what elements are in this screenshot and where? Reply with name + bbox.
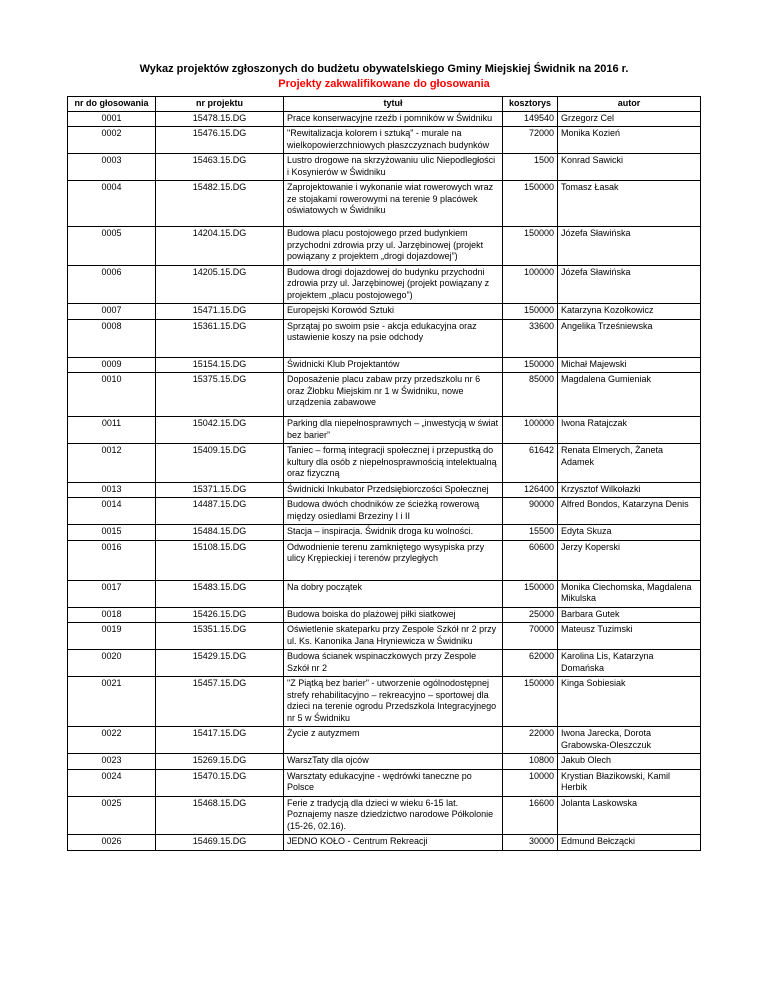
- author: Mateusz Tuzimski: [558, 623, 701, 650]
- cost-estimate: 10000: [503, 769, 558, 796]
- vote-number: 0019: [68, 623, 156, 650]
- table-row: [68, 304, 701, 320]
- project-title: Świdnicki Inkubator Przedsiębiorczości Społecznej: [284, 482, 503, 498]
- project-title: WarszTaty dla ojców: [284, 754, 503, 770]
- project-title: "Z Piątką bez barier" - utworzenie ogólnodostępnej strefy rehabilitacyjno – rekreacyjno – sportowej dla dzieci na terenie ogrodu Przedszkola Integracyjnego nr 5 w Świdniku: [284, 677, 503, 727]
- author: Angelika Trześniewska: [558, 319, 701, 357]
- project-number: 15351.15.DG: [156, 623, 284, 650]
- cost-estimate: 61642: [503, 444, 558, 483]
- project-title: "Rewitalizacja kolorem i sztuką" - murale na wielkopowierzchniowych płaszczyznach budynków: [284, 127, 503, 154]
- author: Iwona Jarecka, Dorota Grabowska-Oleszczuk: [558, 727, 701, 754]
- table-row: [68, 650, 701, 677]
- table-row: [68, 769, 701, 796]
- vote-number: 0018: [68, 607, 156, 623]
- table-row: [68, 540, 701, 580]
- table-row: [68, 357, 701, 373]
- table-row: [68, 444, 701, 483]
- cost-estimate: 100000: [503, 265, 558, 304]
- cost-estimate: 25000: [503, 607, 558, 623]
- project-title: Budowa placu postojowego przed budynkiem przychodni zdrowia przy ul. Jarzębinowej (projekt powiązany z projektem „drogi dojazdowej”): [284, 227, 503, 266]
- project-title: Prace konserwacyjne rzeźb i pomników w Świdniku: [284, 111, 503, 127]
- cost-estimate: 33600: [503, 319, 558, 357]
- project-number: 15429.15.DG: [156, 650, 284, 677]
- cost-estimate: 62000: [503, 650, 558, 677]
- cost-estimate: 126400: [503, 482, 558, 498]
- project-title: Budowa dwóch chodników ze ścieżką rowerową między osiedlami Brzeziny I i II: [284, 498, 503, 525]
- project-number: 15468.15.DG: [156, 796, 284, 835]
- author: Józefa Sławińska: [558, 265, 701, 304]
- projects-table: [67, 96, 701, 851]
- vote-number: 0023: [68, 754, 156, 770]
- table-row: [68, 227, 701, 266]
- project-number: 14487.15.DG: [156, 498, 284, 525]
- table-row: [68, 677, 701, 727]
- vote-number: 0025: [68, 796, 156, 835]
- table-row: [68, 111, 701, 127]
- project-number: 15154.15.DG: [156, 357, 284, 373]
- cost-estimate: 60600: [503, 540, 558, 580]
- author: Jerzy Koperski: [558, 540, 701, 580]
- cost-estimate: 150000: [503, 357, 558, 373]
- project-title: Życie z autyzmem: [284, 727, 503, 754]
- project-title: Świdnicki Klub Projektantów: [284, 357, 503, 373]
- table-row: [68, 417, 701, 444]
- vote-number: 0007: [68, 304, 156, 320]
- author: Karolina Lis, Katarzyna Domańska: [558, 650, 701, 677]
- project-number: 15483.15.DG: [156, 580, 284, 607]
- table-row: [68, 796, 701, 835]
- table-row: [68, 373, 701, 417]
- project-title: Na dobry początek: [284, 580, 503, 607]
- vote-number: 0013: [68, 482, 156, 498]
- author: Krzysztof Wilkołazki: [558, 482, 701, 498]
- vote-number: 0005: [68, 227, 156, 266]
- project-number: 15269.15.DG: [156, 754, 284, 770]
- vote-number: 0016: [68, 540, 156, 580]
- cost-estimate: 10800: [503, 754, 558, 770]
- project-number: 15469.15.DG: [156, 835, 284, 851]
- cost-estimate: 150000: [503, 677, 558, 727]
- cost-estimate: 150000: [503, 227, 558, 266]
- vote-number: 0003: [68, 154, 156, 181]
- table-row: [68, 181, 701, 227]
- author: Kinga Sobiesiak: [558, 677, 701, 727]
- project-number: 15417.15.DG: [156, 727, 284, 754]
- vote-number: 0020: [68, 650, 156, 677]
- vote-number: 0009: [68, 357, 156, 373]
- author: Renata Elmerych, Żaneta Adamek: [558, 444, 701, 483]
- project-number: 15470.15.DG: [156, 769, 284, 796]
- project-number: 14205.15.DG: [156, 265, 284, 304]
- vote-number: 0001: [68, 111, 156, 127]
- project-number: 15463.15.DG: [156, 154, 284, 181]
- cost-estimate: 150000: [503, 181, 558, 227]
- vote-number: 0026: [68, 835, 156, 851]
- document-subtitle: Projekty zakwalifikowane do głosowania: [278, 78, 490, 90]
- project-title: Stacja – inspiracja. Świdnik droga ku wolności.: [284, 525, 503, 541]
- vote-number: 0017: [68, 580, 156, 607]
- table-row: [68, 319, 701, 357]
- vote-number: 0014: [68, 498, 156, 525]
- project-title: JEDNO KOŁO - Centrum Rekreacji: [284, 835, 503, 851]
- cost-estimate: 72000: [503, 127, 558, 154]
- table-header-row: [68, 97, 701, 112]
- project-number: 15371.15.DG: [156, 482, 284, 498]
- author: Magdalena Gumieniak: [558, 373, 701, 417]
- table-row: [68, 525, 701, 541]
- cost-estimate: 100000: [503, 417, 558, 444]
- table-row: [68, 154, 701, 181]
- cost-estimate: 70000: [503, 623, 558, 650]
- table-row: [68, 482, 701, 498]
- vote-number: 0010: [68, 373, 156, 417]
- author: Michał Majewski: [558, 357, 701, 373]
- project-number: 15361.15.DG: [156, 319, 284, 357]
- document-title: Wykaz projektów zgłoszonych do budżetu obywatelskiego Gminy Miejskiej Świdnik na 2016 r.: [139, 63, 629, 75]
- vote-number: 0002: [68, 127, 156, 154]
- vote-number: 0011: [68, 417, 156, 444]
- table-row: [68, 127, 701, 154]
- cost-estimate: 30000: [503, 835, 558, 851]
- project-number: 15108.15.DG: [156, 540, 284, 580]
- project-number: 14204.15.DG: [156, 227, 284, 266]
- table-row: [68, 265, 701, 304]
- project-number: 15457.15.DG: [156, 677, 284, 727]
- project-title: Doposażenie placu zabaw przy przedszkolu nr 6 oraz Żłobku Miejskim nr 1 w Świdniku, nowe urządzenia zabawowe: [284, 373, 503, 417]
- project-title: Sprzątaj po swoim psie - akcja edukacyjna oraz ustawienie koszy na psie odchody: [284, 319, 503, 357]
- vote-number: 0012: [68, 444, 156, 483]
- project-number: 15484.15.DG: [156, 525, 284, 541]
- table-row: [68, 727, 701, 754]
- cost-estimate: 1500: [503, 154, 558, 181]
- project-number: 15426.15.DG: [156, 607, 284, 623]
- vote-number: 0008: [68, 319, 156, 357]
- project-number: 15482.15.DG: [156, 181, 284, 227]
- table-row: [68, 580, 701, 607]
- vote-number: 0021: [68, 677, 156, 727]
- author: Monika Ciechomska, Magdalena Mikulska: [558, 580, 701, 607]
- project-title: Warsztaty edukacyjne - wędrówki taneczne po Polsce: [284, 769, 503, 796]
- project-number: 15375.15.DG: [156, 373, 284, 417]
- vote-number: 0015: [68, 525, 156, 541]
- project-title: Taniec – formą integracji społecznej i przepustką do kultury dla osób z niepełnosprawnością intelektualną oraz fizyczną: [284, 444, 503, 483]
- table-row: [68, 835, 701, 851]
- table-row: [68, 498, 701, 525]
- cost-estimate: 149540: [503, 111, 558, 127]
- project-title: Budowa ścianek wspinaczkowych przy Zespole Szkół nr 2: [284, 650, 503, 677]
- author: Alfred Bondos, Katarzyna Denis: [558, 498, 701, 525]
- author: Krystian Błazikowski, Kamil Herbik: [558, 769, 701, 796]
- author: Jakub Olech: [558, 754, 701, 770]
- author: Edyta Skuza: [558, 525, 701, 541]
- author: Tomasz Łasak: [558, 181, 701, 227]
- table-row: [68, 754, 701, 770]
- vote-number: 0004: [68, 181, 156, 227]
- vote-number: 0022: [68, 727, 156, 754]
- project-title: Odwodnienie terenu zamkniętego wysypiska przy ulicy Krępieckiej i terenów przyległych: [284, 540, 503, 580]
- project-title: Europejski Korowód Sztuki: [284, 304, 503, 320]
- author: Konrad Sawicki: [558, 154, 701, 181]
- cost-estimate: 150000: [503, 580, 558, 607]
- cost-estimate: 150000: [503, 304, 558, 320]
- project-title: Lustro drogowe na skrzyżowaniu ulic Niepodległości i Kosynierów w Świdniku: [284, 154, 503, 181]
- project-number: 15476.15.DG: [156, 127, 284, 154]
- cost-estimate: 22000: [503, 727, 558, 754]
- cost-estimate: 85000: [503, 373, 558, 417]
- author: Grzegorz Cel: [558, 111, 701, 127]
- project-title: Zaprojektowanie i wykonanie wiat rowerowych wraz ze stojakami rowerowymi na terenie 9 placówek oświatowych w Świdniku: [284, 181, 503, 227]
- project-number: 15478.15.DG: [156, 111, 284, 127]
- author: Katarzyna Kozołkowicz: [558, 304, 701, 320]
- column-header-project-number: nr projektu: [156, 97, 284, 112]
- author: Józefa Sławińska: [558, 227, 701, 266]
- table-body: [68, 111, 701, 850]
- project-number: 15042.15.DG: [156, 417, 284, 444]
- project-title: Parking dla niepełnosprawnych – „inwestycją w świat bez barier”: [284, 417, 503, 444]
- cost-estimate: 90000: [503, 498, 558, 525]
- author: Iwona Ratajczak: [558, 417, 701, 444]
- project-title: Budowa drogi dojazdowej do budynku przychodni zdrowia przy ul. Jarzębinowej (projekt powiązany z projektem „placu postojowego”): [284, 265, 503, 304]
- cost-estimate: 16600: [503, 796, 558, 835]
- vote-number: 0006: [68, 265, 156, 304]
- project-title: Oświetlenie skateparku przy Zespole Szkół nr 2 przy ul. Ks. Kanonika Jana Hryniewicza w Świdniku: [284, 623, 503, 650]
- vote-number: 0024: [68, 769, 156, 796]
- project-title: Budowa boiska do plażowej piłki siatkowej: [284, 607, 503, 623]
- author: Jolanta Laskowska: [558, 796, 701, 835]
- table-row: [68, 623, 701, 650]
- project-title: Ferie z tradycją dla dzieci w wieku 6-15 lat. Poznajemy nasze dziedzictwo narodowe Półkolonie (15-26, 02.16).: [284, 796, 503, 835]
- column-header-author: autor: [558, 97, 701, 112]
- cost-estimate: 15500: [503, 525, 558, 541]
- author: Edmund Bełczącki: [558, 835, 701, 851]
- author: Monika Kozień: [558, 127, 701, 154]
- table-row: [68, 607, 701, 623]
- column-header-project-title: tytuł: [284, 97, 503, 112]
- column-header-cost-estimate: kosztorys: [503, 97, 558, 112]
- author: Barbara Gutek: [558, 607, 701, 623]
- project-number: 15471.15.DG: [156, 304, 284, 320]
- column-header-vote-number: nr do głosowania: [68, 97, 156, 112]
- project-number: 15409.15.DG: [156, 444, 284, 483]
